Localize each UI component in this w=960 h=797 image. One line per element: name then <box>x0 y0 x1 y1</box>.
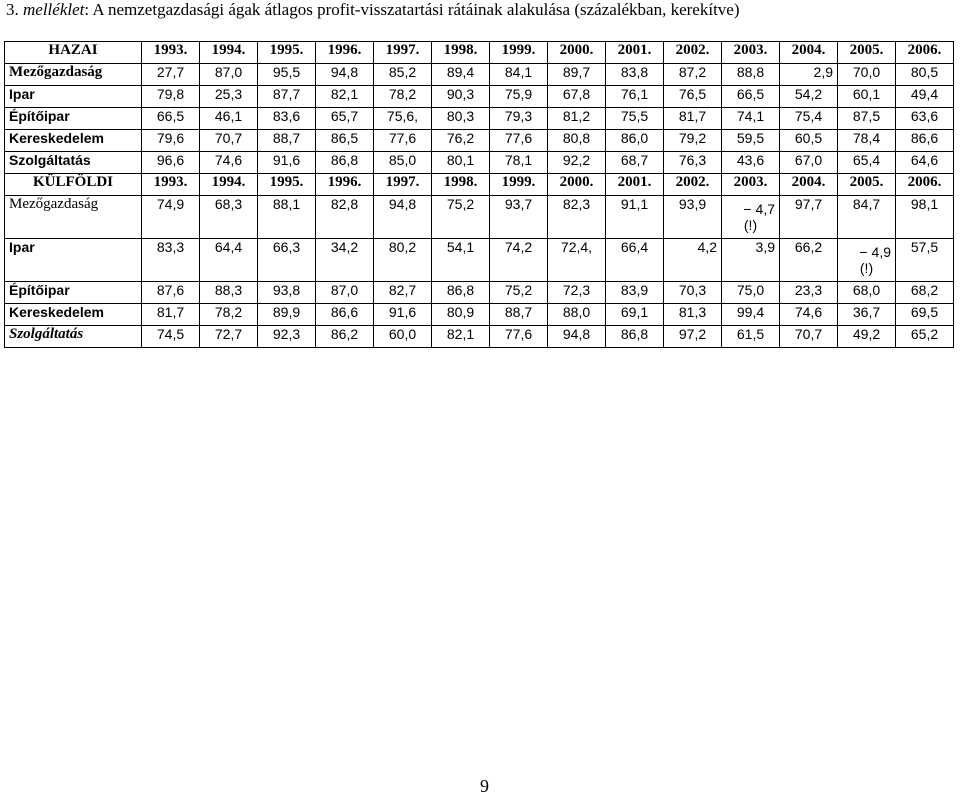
table-cell: 59,5 <box>722 130 780 152</box>
year-header: 1999. <box>490 42 548 64</box>
table-row <box>5 239 954 282</box>
table-row <box>5 152 954 174</box>
table-cell: 93,9 <box>664 196 722 239</box>
table-cell: 99,4 <box>722 304 780 326</box>
table-cell: 79,3 <box>490 108 548 130</box>
table-cell: 93,8 <box>258 282 316 304</box>
table-cell: 90,3 <box>432 86 490 108</box>
document-title: 3. melléklet: A nemzetgazdasági ágak átlagos profit-visszatartási rátáinak alakulása (százalékban, kerekítve) <box>6 0 740 19</box>
table-cell: 84,7 <box>838 196 896 239</box>
year-header: 2005. <box>838 42 896 64</box>
year-header: 2001. <box>606 42 664 64</box>
table-cell: 88,7 <box>490 304 548 326</box>
table-cell: 64,4 <box>200 239 258 282</box>
year-header: 2001. <box>606 174 664 196</box>
table-cell: 74,1 <box>722 108 780 130</box>
table-row <box>5 282 954 304</box>
year-header: 2004. <box>780 42 838 64</box>
table-cell: 74,6 <box>780 304 838 326</box>
table-cell: 82,1 <box>432 326 490 348</box>
year-header: 1995. <box>258 174 316 196</box>
table-cell: 83,6 <box>258 108 316 130</box>
table-cell: 79,8 <box>142 86 200 108</box>
profit-retention-table <box>4 41 954 348</box>
table-cell: 65,7 <box>316 108 374 130</box>
table-cell: 83,3 <box>142 239 200 282</box>
table-cell: 43,6 <box>722 152 780 174</box>
year-header: 1993. <box>142 42 200 64</box>
table-cell: 75,2 <box>432 196 490 239</box>
kulfoldi-header-row <box>5 174 954 196</box>
table-cell: 2,9 <box>780 64 838 86</box>
row-label: Kereskedelem <box>5 130 142 152</box>
row-label: Mezőgazdaság <box>5 64 142 86</box>
table-cell: 75,4 <box>780 108 838 130</box>
table-cell: 82,1 <box>316 86 374 108</box>
table-cell: 89,9 <box>258 304 316 326</box>
table-cell: 68,0 <box>838 282 896 304</box>
year-header: 1999. <box>490 174 548 196</box>
table-cell: 57,5 <box>896 239 954 282</box>
year-header: 1993. <box>142 174 200 196</box>
table-cell: 66,3 <box>258 239 316 282</box>
table-cell: 66,5 <box>142 108 200 130</box>
year-header: 2002. <box>664 42 722 64</box>
table-cell: 75,6, <box>374 108 432 130</box>
table-cell: 80,5 <box>896 64 954 86</box>
table-cell: 61,5 <box>722 326 780 348</box>
table-cell: 36,7 <box>838 304 896 326</box>
table-cell: 46,1 <box>200 108 258 130</box>
table-cell: 91,6 <box>258 152 316 174</box>
row-label: Mezőgazdaság <box>5 196 142 239</box>
table-cell: 83,8 <box>606 64 664 86</box>
table-cell: 87,5 <box>838 108 896 130</box>
table-cell: 86,8 <box>606 326 664 348</box>
table-cell: 97,2 <box>664 326 722 348</box>
table-cell: 85,2 <box>374 64 432 86</box>
table-cell: 80,3 <box>432 108 490 130</box>
table-cell: 81,7 <box>142 304 200 326</box>
table-cell: 68,7 <box>606 152 664 174</box>
page-number: 9 <box>480 776 489 796</box>
table-cell: 91,6 <box>374 304 432 326</box>
table-cell: 49,2 <box>838 326 896 348</box>
table-cell-flagged <box>722 196 780 239</box>
table-cell: 4,2 <box>664 239 722 282</box>
table-cell: 78,4 <box>838 130 896 152</box>
table-cell: 75,5 <box>606 108 664 130</box>
table-row <box>5 130 954 152</box>
table-cell: 86,2 <box>316 326 374 348</box>
table-cell: 93,7 <box>490 196 548 239</box>
year-header: 2005. <box>838 174 896 196</box>
table-cell: 86,5 <box>316 130 374 152</box>
year-header: 1994. <box>200 174 258 196</box>
table-cell: 81,3 <box>664 304 722 326</box>
minus-sign: − <box>859 244 868 260</box>
table-cell: 75,0 <box>722 282 780 304</box>
year-header: 2000. <box>548 42 606 64</box>
table-cell: 67,8 <box>548 86 606 108</box>
table-cell: 82,8 <box>316 196 374 239</box>
table-cell: 89,4 <box>432 64 490 86</box>
year-header: 1997. <box>374 174 432 196</box>
table-cell: 54,2 <box>780 86 838 108</box>
table-row <box>5 108 954 130</box>
table-cell: 88,8 <box>722 64 780 86</box>
table-cell: 84,1 <box>490 64 548 86</box>
row-label: Ipar <box>5 86 142 108</box>
table-row <box>5 86 954 108</box>
table-cell: 70,7 <box>780 326 838 348</box>
table-cell: 63,6 <box>896 108 954 130</box>
table-cell: 60,1 <box>838 86 896 108</box>
table-cell: 94,8 <box>374 196 432 239</box>
table-cell: 76,2 <box>432 130 490 152</box>
table-cell: 49,4 <box>896 86 954 108</box>
table-cell: 70,3 <box>664 282 722 304</box>
table-cell: 27,7 <box>142 64 200 86</box>
year-header: 1994. <box>200 42 258 64</box>
table-cell: 74,2 <box>490 239 548 282</box>
table-cell: 82,7 <box>374 282 432 304</box>
table-cell: 80,8 <box>548 130 606 152</box>
year-header: 1996. <box>316 42 374 64</box>
kulfoldi-label: KÜLFÖLDI <box>5 174 142 196</box>
table-cell: 74,9 <box>142 196 200 239</box>
table-cell: 88,3 <box>200 282 258 304</box>
table-cell: 85,0 <box>374 152 432 174</box>
row-label: Ipar <box>5 239 142 282</box>
table-cell: 74,5 <box>142 326 200 348</box>
row-label: Kereskedelem <box>5 304 142 326</box>
table-cell: 87,0 <box>316 282 374 304</box>
table-cell: 98,1 <box>896 196 954 239</box>
warning-mark: (!) <box>743 217 758 233</box>
table-cell: 3,9 <box>722 239 780 282</box>
table-cell: 86,6 <box>896 130 954 152</box>
table-cell: 92,3 <box>258 326 316 348</box>
table-cell: 77,6 <box>374 130 432 152</box>
table-cell: 92,2 <box>548 152 606 174</box>
table-cell: 86,8 <box>316 152 374 174</box>
row-label: Építőipar <box>5 108 142 130</box>
table-cell: 87,2 <box>664 64 722 86</box>
table-cell: 78,2 <box>200 304 258 326</box>
year-header: 2000. <box>548 174 606 196</box>
table-cell-value: 4,7 <box>755 201 775 217</box>
table-cell: 83,9 <box>606 282 664 304</box>
table-cell: 72,7 <box>200 326 258 348</box>
table-cell: 87,7 <box>258 86 316 108</box>
table-cell: 94,8 <box>316 64 374 86</box>
table-cell: 75,2 <box>490 282 548 304</box>
table-row <box>5 304 954 326</box>
table-cell: 76,1 <box>606 86 664 108</box>
year-header: 1996. <box>316 174 374 196</box>
table-cell: 69,1 <box>606 304 664 326</box>
year-header: 2003. <box>722 42 780 64</box>
row-label: Építőipar <box>5 282 142 304</box>
table-cell: 72,4, <box>548 239 606 282</box>
table-cell: 81,2 <box>548 108 606 130</box>
table-cell: 60,0 <box>374 326 432 348</box>
year-header: 2004. <box>780 174 838 196</box>
table-cell: 68,3 <box>200 196 258 239</box>
row-label: Szolgáltatás <box>5 152 142 174</box>
table-cell: 86,6 <box>316 304 374 326</box>
table-cell: 23,3 <box>780 282 838 304</box>
year-header: 1995. <box>258 42 316 64</box>
table-row <box>5 196 954 239</box>
table-cell: 60,5 <box>780 130 838 152</box>
table-cell: 88,7 <box>258 130 316 152</box>
table-cell: 80,1 <box>432 152 490 174</box>
warning-mark: (!) <box>859 260 874 276</box>
table-cell: 88,1 <box>258 196 316 239</box>
table-cell: 72,3 <box>548 282 606 304</box>
table-cell: 79,2 <box>664 130 722 152</box>
table-cell: 25,3 <box>200 86 258 108</box>
table-cell: 96,6 <box>142 152 200 174</box>
table-cell: 76,5 <box>664 86 722 108</box>
table-cell: 69,5 <box>896 304 954 326</box>
table-cell: 87,0 <box>200 64 258 86</box>
table-cell: 65,4 <box>838 152 896 174</box>
table-cell: 97,7 <box>780 196 838 239</box>
year-header: 1997. <box>374 42 432 64</box>
year-header: 2002. <box>664 174 722 196</box>
minus-sign: − <box>743 201 752 217</box>
year-header: 2006. <box>896 42 954 64</box>
table-cell: 70,0 <box>838 64 896 86</box>
table-cell: 77,6 <box>490 130 548 152</box>
table-cell: 86,0 <box>606 130 664 152</box>
table-row <box>5 326 954 348</box>
hazai-header-row <box>5 42 954 64</box>
table-cell: 64,6 <box>896 152 954 174</box>
table-cell: 80,9 <box>432 304 490 326</box>
row-label: Szolgáltatás <box>5 326 142 348</box>
table-cell: 78,1 <box>490 152 548 174</box>
table-cell: 66,4 <box>606 239 664 282</box>
table-cell: 82,3 <box>548 196 606 239</box>
year-header: 1998. <box>432 42 490 64</box>
table-cell: 86,8 <box>432 282 490 304</box>
table-cell-value: 4,9 <box>871 244 891 260</box>
table-cell: 94,8 <box>548 326 606 348</box>
table-cell: 95,5 <box>258 64 316 86</box>
table-cell: 78,2 <box>374 86 432 108</box>
table-cell: 65,2 <box>896 326 954 348</box>
table-cell: 75,9 <box>490 86 548 108</box>
table-row <box>5 64 954 86</box>
table-cell: 79,6 <box>142 130 200 152</box>
table-cell: 88,0 <box>548 304 606 326</box>
hazai-label: HAZAI <box>5 42 142 64</box>
table-cell: 70,7 <box>200 130 258 152</box>
table-cell: 54,1 <box>432 239 490 282</box>
table-cell: 66,2 <box>780 239 838 282</box>
table-cell: 67,0 <box>780 152 838 174</box>
table-cell: 80,2 <box>374 239 432 282</box>
table-cell: 77,6 <box>490 326 548 348</box>
table-cell: 34,2 <box>316 239 374 282</box>
year-header: 2003. <box>722 174 780 196</box>
table-cell: 87,6 <box>142 282 200 304</box>
table-cell: 81,7 <box>664 108 722 130</box>
year-header: 2006. <box>896 174 954 196</box>
table-cell: 89,7 <box>548 64 606 86</box>
table-cell: 76,3 <box>664 152 722 174</box>
table-cell: 68,2 <box>896 282 954 304</box>
year-header: 1998. <box>432 174 490 196</box>
table-cell-flagged <box>838 239 896 282</box>
table-cell: 74,6 <box>200 152 258 174</box>
table-cell: 91,1 <box>606 196 664 239</box>
table-cell: 66,5 <box>722 86 780 108</box>
